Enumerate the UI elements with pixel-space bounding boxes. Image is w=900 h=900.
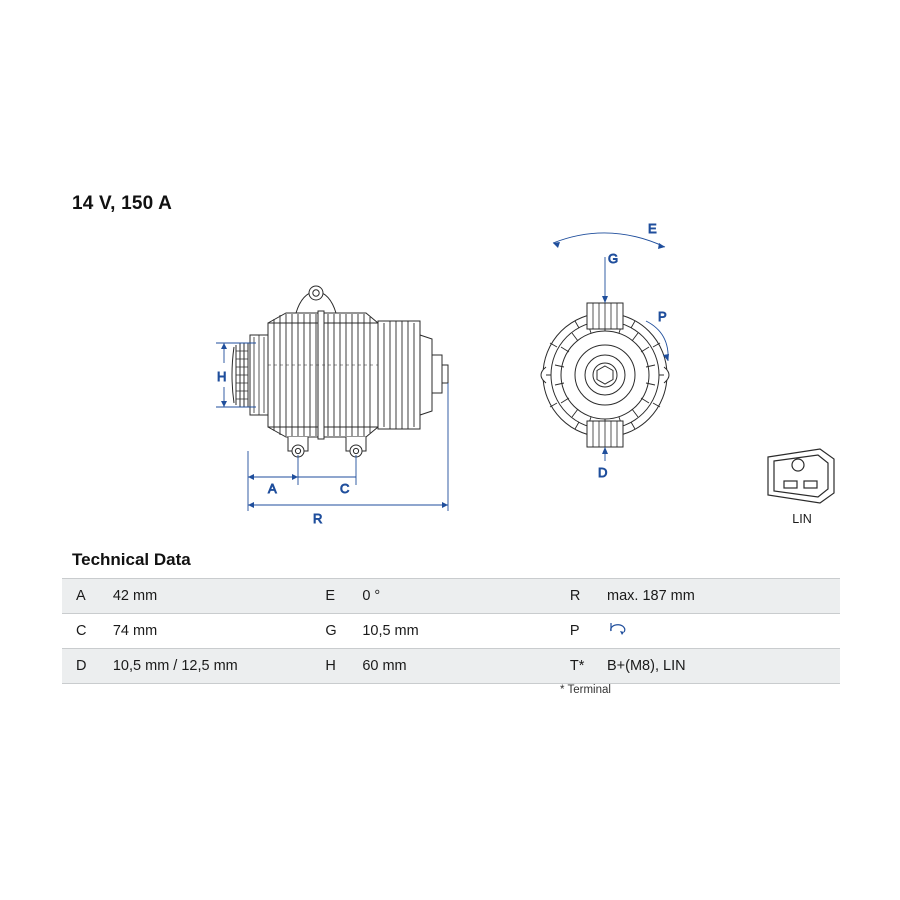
- technical-data-heading: Technical Data: [72, 550, 191, 569]
- table-row: [62, 579, 840, 614]
- row-key: R: [556, 579, 599, 614]
- plug-connector-icon: [768, 449, 834, 503]
- page-title: 14 V, 150 A: [72, 193, 173, 214]
- table-row: [62, 649, 840, 684]
- table-footnote: * Terminal: [560, 684, 611, 696]
- dimension-label-A: A: [268, 481, 277, 496]
- row-value: 74 mm: [105, 614, 312, 649]
- row-value: 10,5 mm: [354, 614, 556, 649]
- row-value: 42 mm: [105, 579, 312, 614]
- table-row: [62, 614, 840, 649]
- row-key: G: [311, 614, 354, 649]
- dimension-label-R: R: [313, 511, 323, 526]
- rotation-direction-icon: [607, 621, 629, 637]
- dimension-label-P: P: [658, 309, 667, 324]
- alternator-side-view: [232, 286, 448, 457]
- dimension-label-H: H: [217, 369, 227, 384]
- dimension-label-E: E: [648, 221, 657, 236]
- row-key: T*: [556, 649, 599, 684]
- row-value: B+(M8), LIN: [599, 649, 840, 684]
- dimension-label-C: C: [340, 481, 350, 496]
- dimension-label-D: D: [598, 465, 608, 480]
- row-key: P: [556, 614, 599, 649]
- row-value: max. 187 mm: [599, 579, 840, 614]
- row-value: 0 °: [354, 579, 556, 614]
- row-value: 10,5 mm / 12,5 mm: [105, 649, 312, 684]
- alternator-front-view: [541, 303, 669, 447]
- row-value-rotation: [599, 614, 840, 649]
- row-value: 60 mm: [354, 649, 556, 684]
- connector-label: LIN: [792, 512, 812, 526]
- row-key: A: [62, 579, 105, 614]
- dimension-label-G: G: [608, 251, 619, 266]
- connector-diagram: [762, 443, 842, 521]
- row-key: H: [311, 649, 354, 684]
- row-key: C: [62, 614, 105, 649]
- row-key: D: [62, 649, 105, 684]
- technical-data-table: [62, 578, 840, 684]
- row-key: E: [311, 579, 354, 614]
- technical-drawing: [60, 215, 860, 535]
